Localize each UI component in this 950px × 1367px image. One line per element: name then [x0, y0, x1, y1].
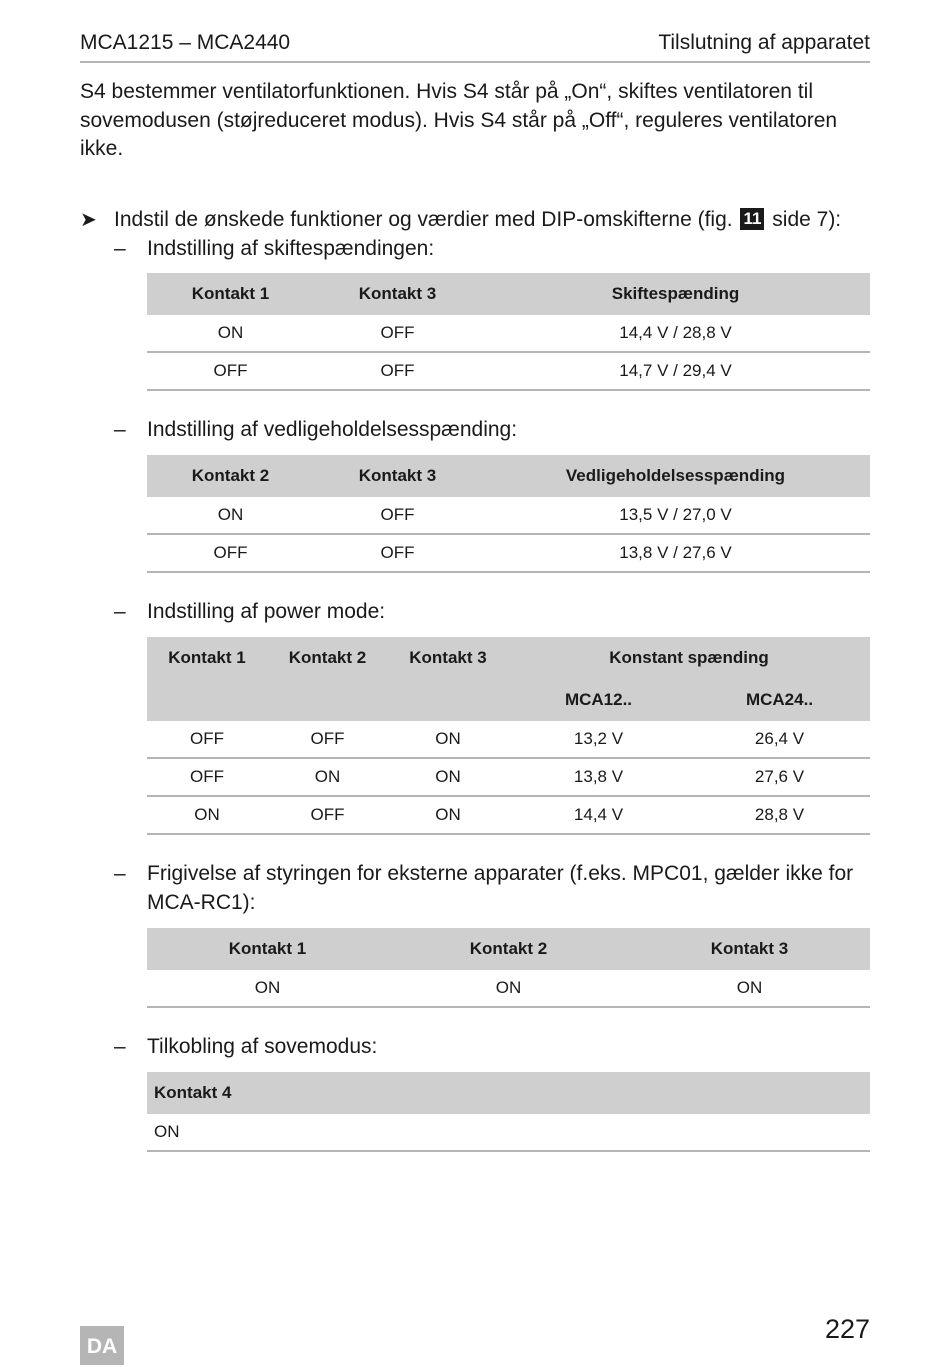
column-header: Kontakt 3: [388, 637, 508, 679]
sleep-mode-table: [147, 1072, 870, 1152]
switch-voltage-table: [147, 273, 870, 391]
dash-bullet: –: [114, 600, 126, 623]
table-cell: OFF: [267, 796, 388, 834]
table-row: [147, 721, 870, 758]
table-cell: ON: [147, 970, 388, 1007]
column-header: Kontakt 1: [147, 928, 388, 970]
table-cell: ON: [147, 1114, 870, 1151]
dash-bullet: –: [114, 1035, 126, 1058]
instruction-text-before: Indstil de ønskede funktioner og værdier med DIP-omskifterne (fig.: [114, 208, 733, 231]
empty-header-cell: [147, 679, 267, 721]
column-header: Skiftespænding: [481, 273, 870, 315]
heading-text: Indstilling af vedligeholdelsesspænding:: [147, 418, 518, 441]
page-header: [80, 28, 870, 63]
table-header-row: [147, 637, 870, 679]
table-cell: ON: [147, 497, 314, 534]
table-cell: OFF: [147, 352, 314, 390]
dash-bullet: –: [114, 862, 126, 885]
instruction-text: [114, 206, 841, 234]
table-cell: ON: [388, 721, 508, 758]
table-subheader-row: [147, 679, 870, 721]
table-cell: OFF: [314, 315, 481, 352]
column-header: Kontakt 2: [267, 637, 388, 679]
table-cell: 14,4 V / 28,8 V: [481, 315, 870, 352]
header-section-title: Tilslutning af apparatet: [658, 31, 870, 54]
table-cell: ON: [388, 970, 629, 1007]
table-cell: ON: [388, 758, 508, 796]
language-tab: DA: [80, 1326, 124, 1365]
empty-header-cell: [267, 679, 388, 721]
maintenance-voltage-table: [147, 455, 870, 573]
table-cell: ON: [267, 758, 388, 796]
table-cell: 13,5 V / 27,0 V: [481, 497, 870, 534]
column-header: Kontakt 2: [147, 455, 314, 497]
column-header: Kontakt 1: [147, 273, 314, 315]
table-cell: OFF: [314, 534, 481, 572]
dash-bullet: –: [114, 418, 126, 441]
table-cell: 14,7 V / 29,4 V: [481, 352, 870, 390]
table-cell: 13,8 V / 27,6 V: [481, 534, 870, 572]
column-header: Kontakt 3: [314, 273, 481, 315]
power-mode-table: [147, 637, 870, 835]
table-cell: OFF: [147, 721, 267, 758]
header-model-range: MCA1215 – MCA2440: [80, 31, 291, 54]
column-header: Kontakt 3: [629, 928, 870, 970]
table-cell: 27,6 V: [689, 758, 870, 796]
table-row: [147, 970, 870, 1007]
table-row: [147, 758, 870, 796]
intro-paragraph: S4 bestemmer ventilatorfunktionen. Hvis S4 står på „On“, skiftes ventilatoren til sovemodusen (støjreduceret modus). Hvis S4 står på „Off“, reguleres ventilatoren ikke.: [80, 80, 838, 160]
heading-text: Indstilling af power mode:: [147, 600, 386, 623]
table-row: [147, 796, 870, 834]
table-cell: OFF: [147, 534, 314, 572]
column-header: Kontakt 1: [147, 637, 267, 679]
table-cell: 13,2 V: [508, 721, 689, 758]
table-header-row: [147, 928, 870, 970]
table-row: [147, 497, 870, 534]
table-cell: OFF: [314, 497, 481, 534]
column-header-group: Konstant spænding: [508, 637, 870, 679]
table-cell: 28,8 V: [689, 796, 870, 834]
table-cell: ON: [147, 796, 267, 834]
column-header: Vedligeholdelsesspænding: [481, 455, 870, 497]
column-subheader: MCA12..: [508, 679, 689, 721]
table-row: [147, 534, 870, 572]
table-cell: ON: [388, 796, 508, 834]
table-header-row: [147, 273, 870, 315]
arrow-bullet-icon: ➤: [80, 209, 97, 231]
empty-header-cell: [388, 679, 508, 721]
dash-bullet: –: [114, 237, 126, 260]
table-cell: 14,4 V: [508, 796, 689, 834]
table-cell: ON: [629, 970, 870, 1007]
column-header: Kontakt 2: [388, 928, 629, 970]
column-header: Kontakt 4: [147, 1072, 870, 1114]
table-cell: OFF: [147, 758, 267, 796]
table-cell: OFF: [267, 721, 388, 758]
figure-reference-badge: 11: [740, 208, 764, 230]
column-subheader: MCA24..: [689, 679, 870, 721]
heading-text: Indstilling af skiftespændingen:: [147, 237, 435, 260]
table-row: [147, 1114, 870, 1151]
instruction-text-after: side 7):: [772, 208, 842, 231]
page-number: 227: [824, 1314, 870, 1344]
external-control-table: [147, 928, 870, 1008]
table-cell: OFF: [314, 352, 481, 390]
table-header-row: [147, 1072, 870, 1114]
heading-text: Tilkobling af sovemodus:: [147, 1035, 378, 1058]
table-cell: 26,4 V: [689, 721, 870, 758]
table-row: [147, 352, 870, 390]
table-cell: 13,8 V: [508, 758, 689, 796]
column-header: Kontakt 3: [314, 455, 481, 497]
table-row: [147, 315, 870, 352]
heading-text: Frigivelse af styringen for eksterne apparater (f.eks. MPC01, gælder ikke for MCA-RC1):: [147, 862, 854, 914]
table-header-row: [147, 455, 870, 497]
table-cell: ON: [147, 315, 314, 352]
